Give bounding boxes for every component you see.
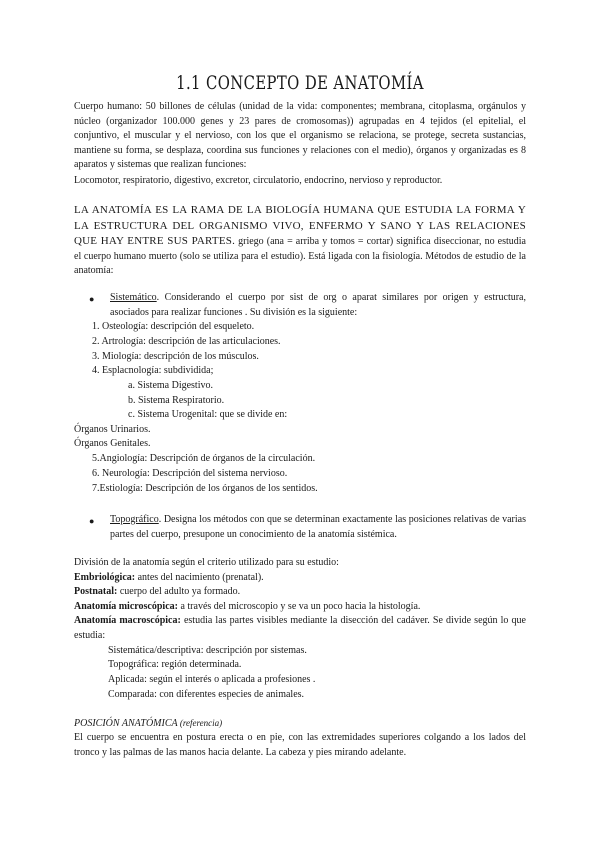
division-embriologica <box>74 571 264 585</box>
postnatal-text: cuerpo del adulto ya formado. <box>117 586 241 597</box>
list-item: 2. Artrología: descripción de las articulaciones. <box>92 336 281 347</box>
macroscopica-label: Anatomía macroscópica: <box>74 615 181 626</box>
microscopica-label: Anatomía microscópica: <box>74 601 178 612</box>
division-intro: División de la anatomía según el criterio utilizado para su estudio: <box>74 557 339 568</box>
sub-list-item: b. Sistema Respiratorio. <box>128 395 225 406</box>
posicion-paragraph: El cuerpo se encuentra en postura erecta o en pie, con las extremidades superiores colgando a los lados del tronco y las palmas de las manos hacia delante. La cabeza y pies mirando adelante. <box>74 732 526 758</box>
postnatal-label: Postnatal: <box>74 586 118 597</box>
division-microscopica <box>74 600 420 614</box>
intro-paragraph: Cuerpo humano: 50 billones de células (unidad de la vida: componentes; membrana, citoplasma, orgánulos y núcleo (organizador 100.000 genes y 23 pares de cromosomas)) agrupadas en 4 tejidos (el epitelial, el conjuntivo, el muscular y el nervioso, con los que el organismo se relaciona, se protege, secreta sustancias, mantiene su forma, se desplaza, coordina sus funciones y relaciones con el medio), órganos y organizadas es 8 aparatos y sistemas que realizan funciones: <box>74 101 526 171</box>
list-item: 3. Miología: descripción de los músculos. <box>92 351 259 362</box>
posicion-heading-text: POSICIÓN ANATÓMICA <box>74 718 178 729</box>
posicion-heading-note: (referencia) <box>177 718 223 728</box>
sub-list-item: c. Sistema Urogenital: que se divide en: <box>128 409 288 420</box>
list-item: 7.Estiología: Descripción de los órganos de los sentidos. <box>92 483 318 494</box>
anatomy-type: Sistemática/descriptiva: descripción por sistemas. <box>108 645 307 656</box>
anatomy-type: Aplicada: según el interés o aplicada a profesiones . <box>108 674 316 685</box>
posicion-heading <box>74 716 222 731</box>
sistematico-paragraph <box>110 291 526 320</box>
embriologica-text: antes del nacimiento (prenatal). <box>135 572 264 583</box>
sistematico-text: . Considerando el cuerpo por sist de org o aparat similares por origen y estructura, asociados para realizar funciones . Su división es la siguiente: <box>110 292 526 318</box>
division-postnatal <box>74 585 240 599</box>
microscopica-text: a través del microscopio y se va un poco hacia la histología. <box>177 601 421 612</box>
page-title: 1.1 CONCEPTO DE ANATOMÍA <box>176 72 424 94</box>
list-item: 6. Neurología: Descripción del sistema nervioso. <box>92 468 288 479</box>
list-item: 1. Osteología: descripción del esqueleto. <box>92 321 255 332</box>
definition-paragraph <box>74 203 526 279</box>
organ-line: Órganos Genitales. <box>74 438 151 449</box>
anatomy-type: Comparada: con diferentes especies de animales. <box>108 689 305 700</box>
systems-list-paragraph: Locomotor, respiratorio, digestivo, excretor, circulatorio, endocrino, nervioso y reproductor. <box>74 175 443 186</box>
sub-list-item: a. Sistema Digestivo. <box>128 380 213 391</box>
anatomy-type: Topográfica: región determinada. <box>108 659 242 670</box>
macroscopica-text: estudia las partes visibles mediante la disección del cadáver. Se divide según lo que estudia: <box>74 615 526 641</box>
topografico-term: Topográfico <box>110 514 159 525</box>
division-macroscopica <box>74 614 526 643</box>
topografico-text: . Designa los métodos con que se determinan exactamente las posiciones relativas de varias partes del cuerpo, presupone un conocimiento de la anatomía sistémica. <box>110 514 526 540</box>
embriologica-label: Embriológica: <box>74 572 136 583</box>
bullet-icon: ● <box>89 516 95 526</box>
topografico-paragraph <box>110 513 526 542</box>
organ-line: Órganos Urinarios. <box>74 424 151 435</box>
list-item: 5.Angiología: Descripción de órganos de la circulación. <box>92 453 316 464</box>
definition-rest: griego (ana = arriba y tomos = cortar) significa diseccionar, no estudia el cuerpo humano muerto (solo se utiliza para el estudio). Está ligada con la fisiología. Métodos de estudio de la anatomía: <box>74 236 526 277</box>
bullet-icon: ● <box>89 294 95 304</box>
definition-caps: LA ANATOMÍA ES LA RAMA DE LA BIOLOGÍA HUMANA QUE ESTUDIA LA FORMA Y LA ESTRUCTURA DEL ORGANISMO VIVO, ENFERMO Y SANO Y LAS RELACIONES QUE HAY ENTRE SUS PARTES. <box>74 204 526 248</box>
sistematico-term: Sistemático <box>110 292 157 303</box>
list-item: 4. Esplacnología: subdividida; <box>92 365 214 376</box>
